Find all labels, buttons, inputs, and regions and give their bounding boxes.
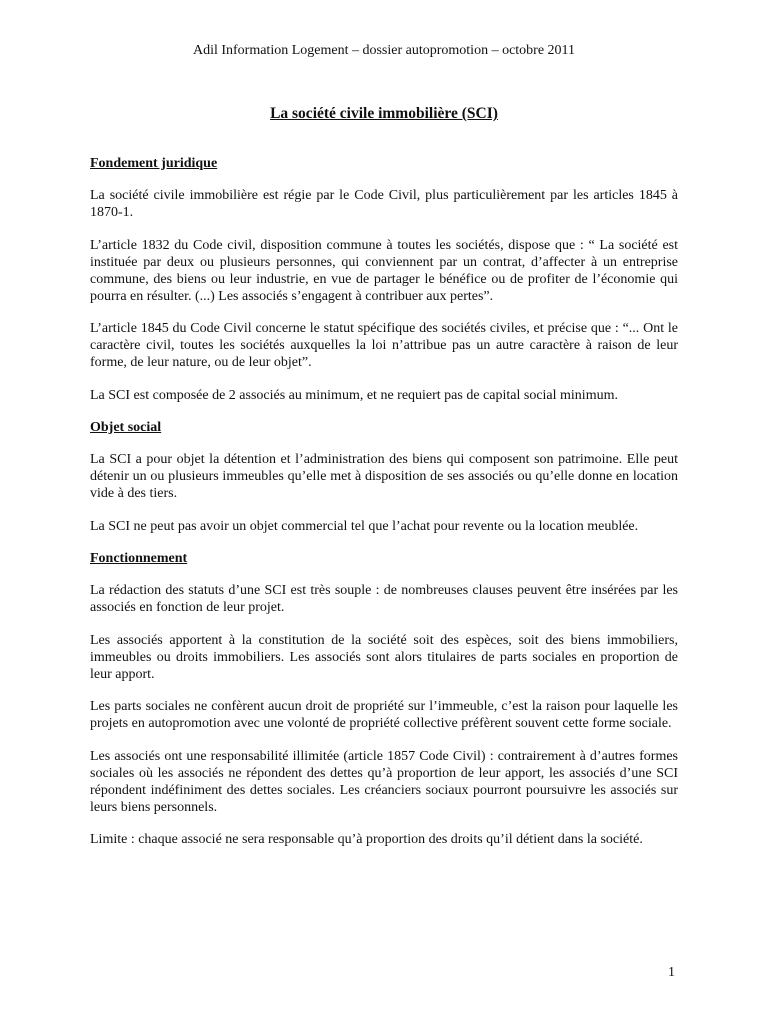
paragraph: La SCI ne peut pas avoir un objet commercial tel que l’achat pour revente ou la location meublée. — [90, 518, 639, 534]
paragraph: La SCI a pour objet la détention et l’administration des biens qui composent son patrimoine. Elle peut détenir un ou plusieurs immeubles qu’elle met à disposition de ses associés ou qu’elle donne en location vide à des tiers. — [90, 452, 678, 501]
section-heading-fonctionnement: Fonctionnement — [90, 551, 188, 566]
paragraph: L’article 1845 du Code Civil concerne le statut spécifique des sociétés civiles, et précise que : “... Ont le caractère civil, toutes les sociétés auxquelles la loi n’attribue pas un autre caractère à raison de leur forme, de leur nature, ou de leur objet”. — [90, 321, 678, 370]
paragraph: La rédaction des statuts d’une SCI est très souple : de nombreuses clauses peuvent être insérées par les associés en fonction de leur projet. — [90, 583, 678, 615]
paragraph: Les parts sociales ne confèrent aucun droit de propriété sur l’immeuble, c’est la raison pour laquelle les projets en autopromotion avec une volonté de propriété collective préfèrent souvent cette forme sociale. — [90, 699, 678, 731]
paragraph: La SCI est composée de 2 associés au minimum, et ne requiert pas de capital social minimum. — [90, 387, 618, 403]
section-heading-objet-social: Objet social — [90, 420, 162, 435]
document-body — [90, 155, 678, 864]
paragraph: Les associés apportent à la constitution de la société soit des espèces, soit des biens immobiliers, immeubles ou droits immobiliers. Les associés sont alors titulaires de parts sociales en proportion de leur apport. — [90, 632, 678, 682]
paragraph: La société civile immobilière est régie par le Code Civil, plus particulièrement par les articles 1845 à 1870-1. — [90, 188, 678, 220]
paragraph: Limite : chaque associé ne sera responsable qu’à proportion des droits qu’il détient dans la société. — [90, 832, 643, 847]
paragraph: Les associés ont une responsabilité illimitée (article 1857 Code Civil) : contrairement à d’autres formes sociales où les associés ne répondent des dettes qu’à proportion de leur apport, les associés d’une SCI répondent indéfiniment des dettes sociales. Les créanciers sociaux pourront poursuivre les associés sur leurs biens personnels. — [90, 748, 678, 815]
paragraph: L’article 1832 du Code civil, disposition commune à toutes les sociétés, dispose que : “ La société est instituée par deux ou plusieurs personnes, qui conviennent par un contrat, d’affecter à un entreprise commune, des biens ou leur industrie, en vue de partager le bénéfice ou de profiter de l’économie qui pourra en résulter. (...) Les associés s’engagent à contribuer aux pertes”. — [90, 237, 678, 304]
document-title: La société civile immobilière (SCI) — [270, 105, 498, 122]
section-heading-fondement-juridique: Fondement juridique — [90, 156, 218, 171]
running-header: Adil Information Logement – dossier autopromotion – octobre 2011 — [192, 43, 576, 58]
page-number: 1 — [668, 965, 675, 980]
